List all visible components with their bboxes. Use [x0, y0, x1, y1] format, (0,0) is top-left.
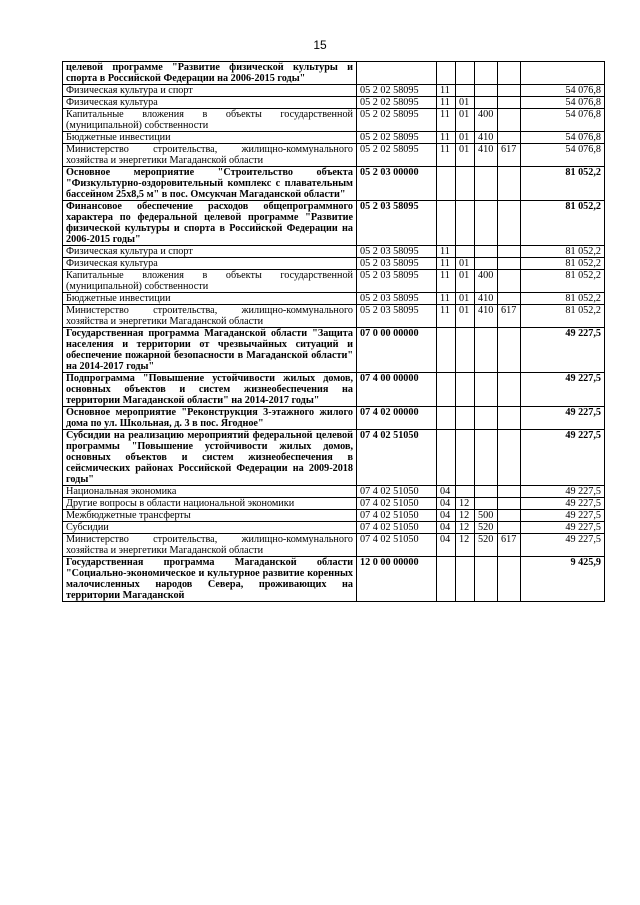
cell-section: 04: [437, 498, 456, 510]
cell-section: 11: [437, 144, 456, 167]
table-row: [63, 305, 605, 328]
cell-administrator: [498, 85, 521, 97]
cell-amount: 54 076,8: [521, 97, 605, 109]
table-row: [63, 498, 605, 510]
cell-expense-type: 520: [475, 534, 498, 557]
cell-subsection: 01: [456, 132, 475, 144]
cell-administrator: [498, 246, 521, 258]
cell-section: [437, 373, 456, 407]
cell-administrator: [498, 486, 521, 498]
cell-subsection: [456, 328, 475, 373]
cell-name: Субсидии на реализацию мероприятий федеральной целевой программы "Повышение устойчивости жилых домов, основных объектов и систем жизнеобеспечения в сейсмических районах Российской Федерации на 2009-2018 годы": [63, 430, 357, 486]
cell-administrator: [498, 293, 521, 305]
cell-target-article: 05 2 03 58095: [357, 270, 437, 293]
table-row: [63, 328, 605, 373]
cell-expense-type: [475, 486, 498, 498]
table-row: [63, 534, 605, 557]
cell-amount: 9 425,9: [521, 557, 605, 602]
cell-subsection: 01: [456, 305, 475, 328]
cell-amount: 81 052,2: [521, 270, 605, 293]
cell-target-article: 05 2 02 58095: [357, 109, 437, 132]
cell-expense-type: 410: [475, 132, 498, 144]
table-row: [63, 557, 605, 602]
cell-amount: 54 076,8: [521, 132, 605, 144]
cell-administrator: [498, 407, 521, 430]
cell-amount: 49 227,5: [521, 486, 605, 498]
cell-expense-type: [475, 430, 498, 486]
cell-expense-type: [475, 85, 498, 97]
cell-section: [437, 167, 456, 201]
cell-target-article: 05 2 03 58095: [357, 305, 437, 328]
cell-name: Физическая культура и спорт: [63, 246, 357, 258]
cell-section: 04: [437, 534, 456, 557]
cell-expense-type: 500: [475, 510, 498, 522]
cell-section: [437, 557, 456, 602]
cell-expense-type: 410: [475, 305, 498, 328]
cell-subsection: 01: [456, 97, 475, 109]
table-row: [63, 109, 605, 132]
cell-target-article: [357, 62, 437, 85]
table-row: [63, 144, 605, 167]
cell-amount: 49 227,5: [521, 510, 605, 522]
cell-name: Физическая культура: [63, 97, 357, 109]
cell-target-article: 07 4 02 51050: [357, 510, 437, 522]
cell-subsection: [456, 407, 475, 430]
cell-section: 11: [437, 305, 456, 328]
cell-administrator: [498, 498, 521, 510]
cell-administrator: [498, 557, 521, 602]
cell-name: Капитальные вложения в объекты государственной (муниципальной) собственности: [63, 270, 357, 293]
cell-target-article: 07 4 02 51050: [357, 534, 437, 557]
table-row: [63, 167, 605, 201]
table-row: [63, 132, 605, 144]
cell-expense-type: [475, 258, 498, 270]
cell-expense-type: [475, 201, 498, 246]
cell-subsection: [456, 167, 475, 201]
cell-name: Министерство строительства, жилищно-коммунального хозяйства и энергетики Магаданской области: [63, 534, 357, 557]
cell-amount: 49 227,5: [521, 522, 605, 534]
budget-table-body: [63, 62, 605, 602]
cell-section: 11: [437, 132, 456, 144]
cell-expense-type: [475, 246, 498, 258]
cell-administrator: 617: [498, 144, 521, 167]
table-row: [63, 62, 605, 85]
cell-name: Государственная программа Магаданской области "Социально-экономическое и культурное развитие коренных малочисленных народов Севера, проживающих на территории Магаданской: [63, 557, 357, 602]
cell-name: Финансовое обеспечение расходов общепрограммного характера по федеральной целевой программе "Развитие физической культуры и спорта в Российской Федерации на 2006-2015 годы": [63, 201, 357, 246]
cell-section: 11: [437, 258, 456, 270]
cell-amount: [521, 62, 605, 85]
cell-target-article: 05 2 02 58095: [357, 132, 437, 144]
cell-target-article: 05 2 02 58095: [357, 85, 437, 97]
cell-amount: 81 052,2: [521, 167, 605, 201]
cell-amount: 49 227,5: [521, 430, 605, 486]
cell-subsection: [456, 62, 475, 85]
cell-target-article: 05 2 03 58095: [357, 258, 437, 270]
cell-expense-type: 400: [475, 109, 498, 132]
cell-expense-type: 410: [475, 293, 498, 305]
cell-administrator: [498, 201, 521, 246]
cell-section: 11: [437, 270, 456, 293]
cell-administrator: [498, 132, 521, 144]
cell-administrator: [498, 510, 521, 522]
cell-expense-type: [475, 328, 498, 373]
cell-subsection: 12: [456, 522, 475, 534]
cell-name: Государственная программа Магаданской области "Защита населения и территории от чрезвычайных ситуаций и обеспечение пожарной безопасности в Магаданской области" на 2014-2017 годы": [63, 328, 357, 373]
cell-subsection: 01: [456, 270, 475, 293]
cell-amount: 81 052,2: [521, 246, 605, 258]
cell-expense-type: [475, 498, 498, 510]
cell-target-article: 12 0 00 00000: [357, 557, 437, 602]
cell-name: Подпрограмма "Повышение устойчивости жилых домов, основных объектов и систем жизнеобеспечения на территории Магаданской области" на 2014-2017 годы": [63, 373, 357, 407]
cell-section: 11: [437, 97, 456, 109]
cell-name: целевой программе "Развитие физической культуры и спорта в Российской Федерации на 2006-2015 годы": [63, 62, 357, 85]
cell-target-article: 05 2 03 58095: [357, 293, 437, 305]
cell-amount: 49 227,5: [521, 373, 605, 407]
cell-administrator: [498, 62, 521, 85]
cell-target-article: 07 4 02 00000: [357, 407, 437, 430]
table-row: [63, 486, 605, 498]
cell-subsection: 01: [456, 144, 475, 167]
cell-subsection: 01: [456, 258, 475, 270]
cell-section: [437, 407, 456, 430]
cell-expense-type: [475, 407, 498, 430]
table-row: [63, 246, 605, 258]
cell-administrator: 617: [498, 305, 521, 328]
cell-name: Национальная экономика: [63, 486, 357, 498]
cell-section: 04: [437, 486, 456, 498]
cell-subsection: [456, 430, 475, 486]
cell-administrator: [498, 109, 521, 132]
cell-name: Бюджетные инвестиции: [63, 293, 357, 305]
cell-administrator: [498, 97, 521, 109]
cell-subsection: [456, 486, 475, 498]
cell-amount: 81 052,2: [521, 258, 605, 270]
cell-subsection: 01: [456, 293, 475, 305]
cell-name: Министерство строительства, жилищно-коммунального хозяйства и энергетики Магаданской области: [63, 144, 357, 167]
cell-amount: 81 052,2: [521, 201, 605, 246]
table-row: [63, 522, 605, 534]
cell-target-article: 05 2 02 58095: [357, 144, 437, 167]
table-row: [63, 407, 605, 430]
cell-target-article: 07 4 02 51050: [357, 486, 437, 498]
cell-administrator: [498, 167, 521, 201]
cell-section: 11: [437, 246, 456, 258]
cell-administrator: [498, 258, 521, 270]
table-row: [63, 293, 605, 305]
cell-expense-type: 520: [475, 522, 498, 534]
cell-expense-type: [475, 97, 498, 109]
cell-expense-type: 410: [475, 144, 498, 167]
cell-amount: 81 052,2: [521, 305, 605, 328]
cell-amount: 54 076,8: [521, 85, 605, 97]
page-number: 15: [313, 38, 327, 52]
cell-target-article: 07 4 02 51050: [357, 430, 437, 486]
table-row: [63, 97, 605, 109]
cell-target-article: 05 2 03 00000: [357, 167, 437, 201]
cell-amount: 49 227,5: [521, 534, 605, 557]
cell-administrator: [498, 430, 521, 486]
cell-amount: 49 227,5: [521, 498, 605, 510]
cell-section: 11: [437, 109, 456, 132]
cell-administrator: [498, 328, 521, 373]
table-row: [63, 201, 605, 246]
cell-amount: 49 227,5: [521, 407, 605, 430]
budget-table: [62, 61, 605, 602]
cell-target-article: 07 4 02 51050: [357, 498, 437, 510]
table-row: [63, 373, 605, 407]
table-row: [63, 270, 605, 293]
cell-name: Физическая культура и спорт: [63, 85, 357, 97]
cell-target-article: 07 4 00 00000: [357, 373, 437, 407]
table-row: [63, 85, 605, 97]
cell-section: [437, 430, 456, 486]
cell-subsection: 12: [456, 510, 475, 522]
cell-expense-type: [475, 62, 498, 85]
cell-subsection: [456, 373, 475, 407]
cell-expense-type: [475, 373, 498, 407]
cell-target-article: 05 2 03 58095: [357, 246, 437, 258]
cell-section: [437, 62, 456, 85]
cell-subsection: [456, 246, 475, 258]
cell-administrator: [498, 522, 521, 534]
table-row: [63, 258, 605, 270]
cell-name: Межбюджетные трансферты: [63, 510, 357, 522]
cell-amount: 81 052,2: [521, 293, 605, 305]
cell-name: Капитальные вложения в объекты государственной (муниципальной) собственности: [63, 109, 357, 132]
cell-expense-type: [475, 557, 498, 602]
cell-subsection: 01: [456, 109, 475, 132]
cell-target-article: 07 4 02 51050: [357, 522, 437, 534]
cell-name: Министерство строительства, жилищно-коммунального хозяйства и энергетики Магаданской области: [63, 305, 357, 328]
table-row: [63, 430, 605, 486]
cell-expense-type: 400: [475, 270, 498, 293]
cell-subsection: [456, 201, 475, 246]
cell-name: Основное мероприятие "Строительство объекта "Физкультурно-оздоровительный комплекс с плавательным бассейном 25х8,5 м" в пос. Омсукчан Магаданской области": [63, 167, 357, 201]
cell-amount: 49 227,5: [521, 328, 605, 373]
cell-subsection: [456, 85, 475, 97]
cell-name: Субсидии: [63, 522, 357, 534]
cell-name: Бюджетные инвестиции: [63, 132, 357, 144]
cell-amount: 54 076,8: [521, 144, 605, 167]
cell-section: [437, 201, 456, 246]
cell-section: 11: [437, 293, 456, 305]
cell-administrator: [498, 373, 521, 407]
cell-expense-type: [475, 167, 498, 201]
cell-section: 04: [437, 522, 456, 534]
cell-section: [437, 328, 456, 373]
cell-target-article: 07 0 00 00000: [357, 328, 437, 373]
cell-subsection: [456, 557, 475, 602]
cell-name: Физическая культура: [63, 258, 357, 270]
cell-subsection: 12: [456, 534, 475, 557]
cell-target-article: 05 2 03 58095: [357, 201, 437, 246]
cell-name: Основное мероприятие "Реконструкция 3-этажного жилого дома по ул. Школьная, д. 3 в пос. Ягодное": [63, 407, 357, 430]
cell-amount: 54 076,8: [521, 109, 605, 132]
cell-section: 04: [437, 510, 456, 522]
cell-subsection: 12: [456, 498, 475, 510]
cell-administrator: 617: [498, 534, 521, 557]
cell-name: Другие вопросы в области национальной экономики: [63, 498, 357, 510]
table-row: [63, 510, 605, 522]
cell-target-article: 05 2 02 58095: [357, 97, 437, 109]
cell-section: 11: [437, 85, 456, 97]
cell-administrator: [498, 270, 521, 293]
